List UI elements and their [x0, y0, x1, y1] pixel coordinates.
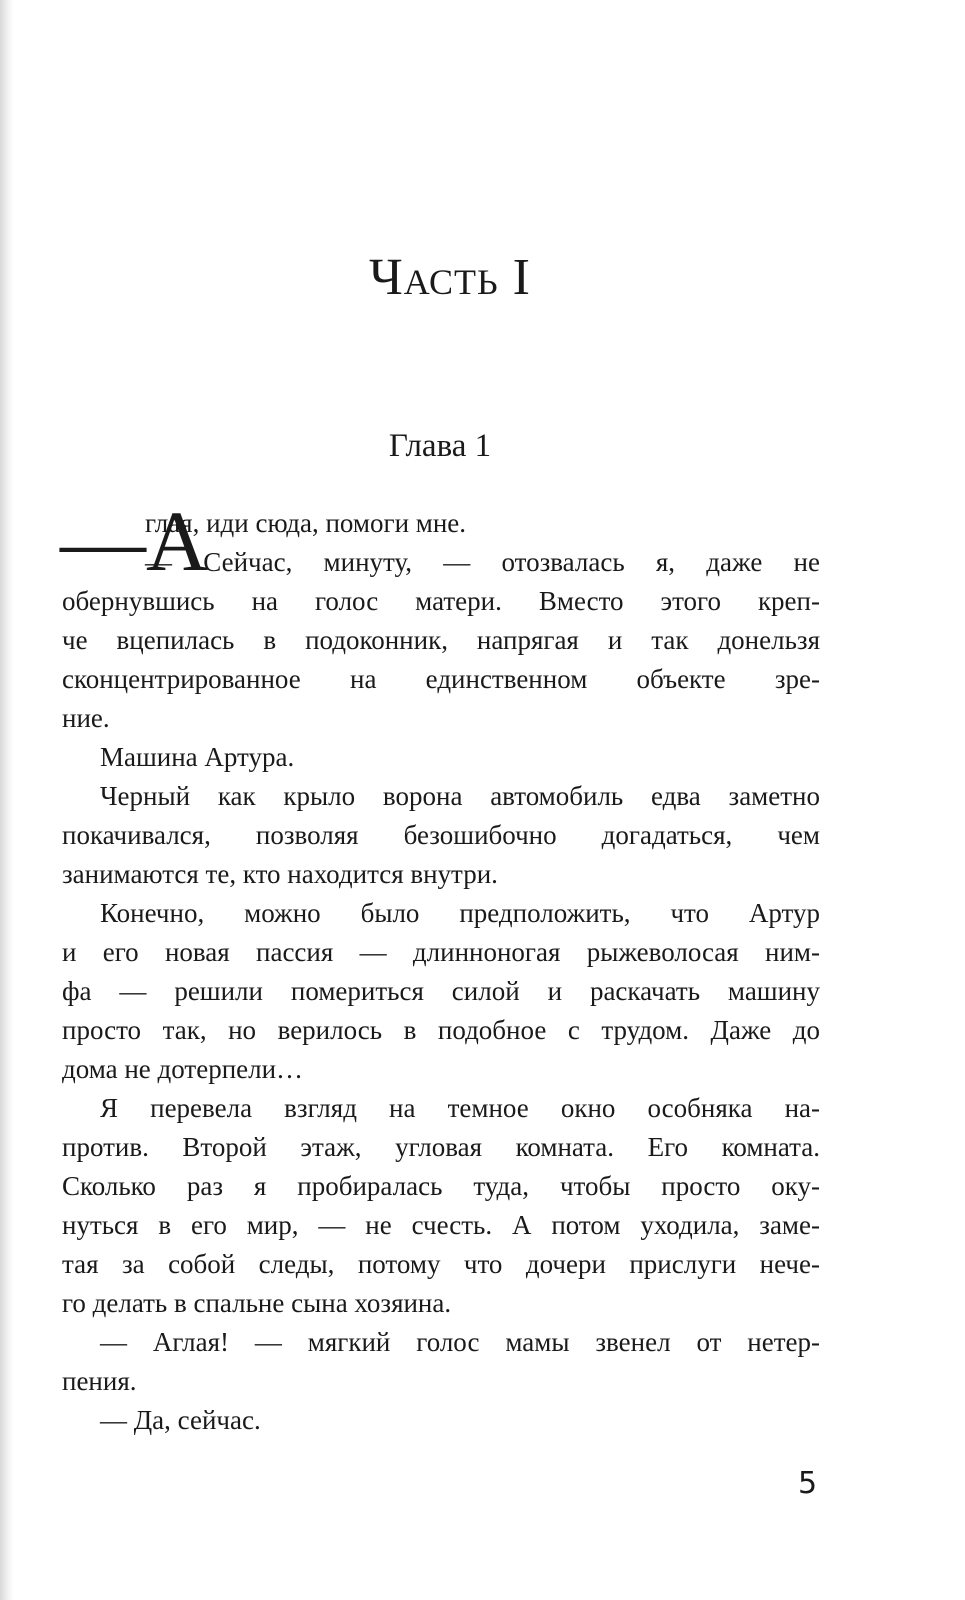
- text-line: дома не дотерпели…: [62, 1054, 304, 1084]
- text-line: сконцентрированное на единственном объекте зре-: [62, 664, 820, 694]
- text-line: — Аглая! — мягкий голос мамы звенел от нетер-: [100, 1327, 820, 1357]
- text-line: тая за собой следы, потому что дочери прислуги нече-: [62, 1249, 820, 1279]
- text-line: занимаются те, кто находится внутри.: [62, 859, 498, 889]
- page-number: 5: [798, 1466, 818, 1501]
- text-line: — Сейчас, минуту, — отозвалась я, даже не: [145, 547, 820, 577]
- body-text: [60, 493, 820, 1440]
- text-line: пения.: [62, 1366, 137, 1396]
- text-line: нуться в его мир, — не счесть. А потом уходила, заме-: [62, 1210, 820, 1240]
- chapter-title: Глава 1: [388, 428, 492, 464]
- text-line: Я перевела взгляд на темное окно особняка на-: [100, 1093, 820, 1123]
- text-line: Черный как крыло ворона автомобиль едва заметно: [100, 781, 820, 811]
- text-line: и его новая пассия — длинноногая рыжеволосая ним-: [62, 937, 820, 967]
- text-line: покачивался, позволяя безошибочно догадаться, чем: [62, 820, 820, 850]
- scan-edge: [0, 0, 14, 1600]
- text-line: фа — решили помериться силой и раскачать машину: [62, 976, 820, 1006]
- text-line: че вцепилась в подоконник, напрягая и так донельзя: [62, 625, 820, 655]
- text-line: просто так, но верилось в подобное с трудом. Даже до: [62, 1015, 820, 1045]
- text-line: обернувшись на голос матери. Вместо этого креп-: [62, 586, 820, 616]
- text-line: Машина Артура.: [100, 742, 295, 772]
- text-line: глая, иди сюда, помоги мне.: [145, 508, 467, 538]
- text-line: го делать в спальне сына хозяина.: [62, 1288, 452, 1318]
- text-line: ние.: [62, 703, 110, 733]
- text-line: Конечно, можно было предположить, что Артур: [100, 898, 820, 928]
- drop-cap: —А: [60, 493, 209, 589]
- part-title: Часть I: [369, 249, 531, 306]
- text-line: Сколько раз я пробиралась туда, чтобы просто оку-: [62, 1171, 820, 1201]
- text-line: против. Второй этаж, угловая комната. Его комната.: [62, 1132, 820, 1162]
- text-line: — Да, сейчас.: [100, 1405, 261, 1435]
